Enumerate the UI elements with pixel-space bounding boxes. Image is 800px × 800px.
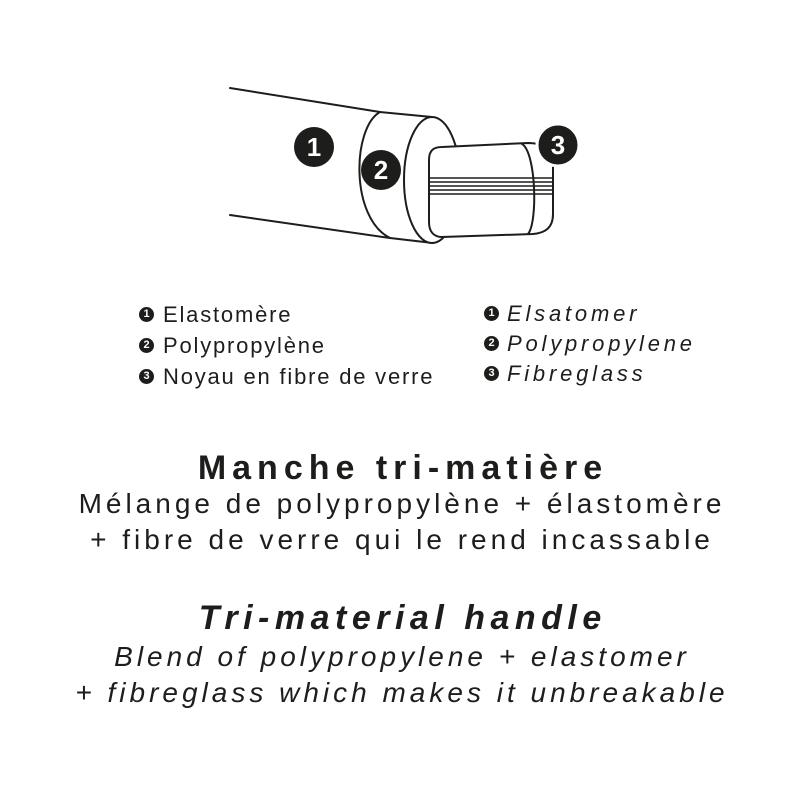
elastomer-body-bottom-edge bbox=[230, 215, 390, 238]
legend-number-badge: 2 bbox=[484, 336, 499, 351]
french-title: Manche tri-matière bbox=[197, 449, 609, 487]
callout-2-number: 2 bbox=[373, 155, 389, 185]
legend-number-badge: 3 bbox=[139, 369, 154, 384]
collar-top-edge bbox=[380, 112, 432, 117]
callout-2 bbox=[361, 150, 401, 190]
legend-label: Fibreglass bbox=[507, 361, 647, 386]
callout-3-number: 3 bbox=[550, 130, 566, 160]
legend-english-item bbox=[484, 329, 696, 359]
legend-number-badge: 2 bbox=[139, 338, 154, 353]
legend-number-badge: 3 bbox=[484, 366, 499, 381]
french-description-line-2: + fibre de verre qui le rend incassable bbox=[90, 524, 714, 555]
legend-label: Elsatomer bbox=[507, 301, 641, 326]
legend-label: Polypropylene bbox=[507, 331, 696, 356]
callout-1-number: 1 bbox=[306, 132, 322, 162]
legend-label: Polypropylène bbox=[163, 333, 326, 358]
legend-number-badge: 1 bbox=[139, 307, 154, 322]
legend-label: Elastomère bbox=[163, 302, 293, 327]
elastomer-body-top-edge bbox=[230, 88, 380, 112]
legend-english-item bbox=[484, 359, 696, 389]
callout-3 bbox=[537, 124, 579, 166]
english-description-line-1: Blend of polypropylene + elastomer bbox=[114, 641, 690, 672]
callout-1 bbox=[294, 127, 334, 167]
legend-french-item bbox=[139, 361, 434, 392]
legend-french-item bbox=[139, 330, 434, 361]
legend-english-item bbox=[484, 299, 696, 329]
english-description-line-2: + fibreglass which makes it unbreakable bbox=[75, 677, 729, 708]
french-description-line-1: Mélange de polypropylène + élastomère bbox=[78, 488, 726, 519]
handle-cross-section-illustration bbox=[0, 0, 800, 260]
legend-number-badge: 1 bbox=[484, 306, 499, 321]
legend-english bbox=[484, 299, 696, 389]
legend-label: Noyau en fibre de verre bbox=[163, 364, 435, 389]
legend-french bbox=[139, 299, 434, 392]
english-title: Tri-material handle bbox=[198, 599, 607, 637]
legend-french-item bbox=[139, 299, 434, 330]
fibreglass-core bbox=[428, 143, 554, 237]
